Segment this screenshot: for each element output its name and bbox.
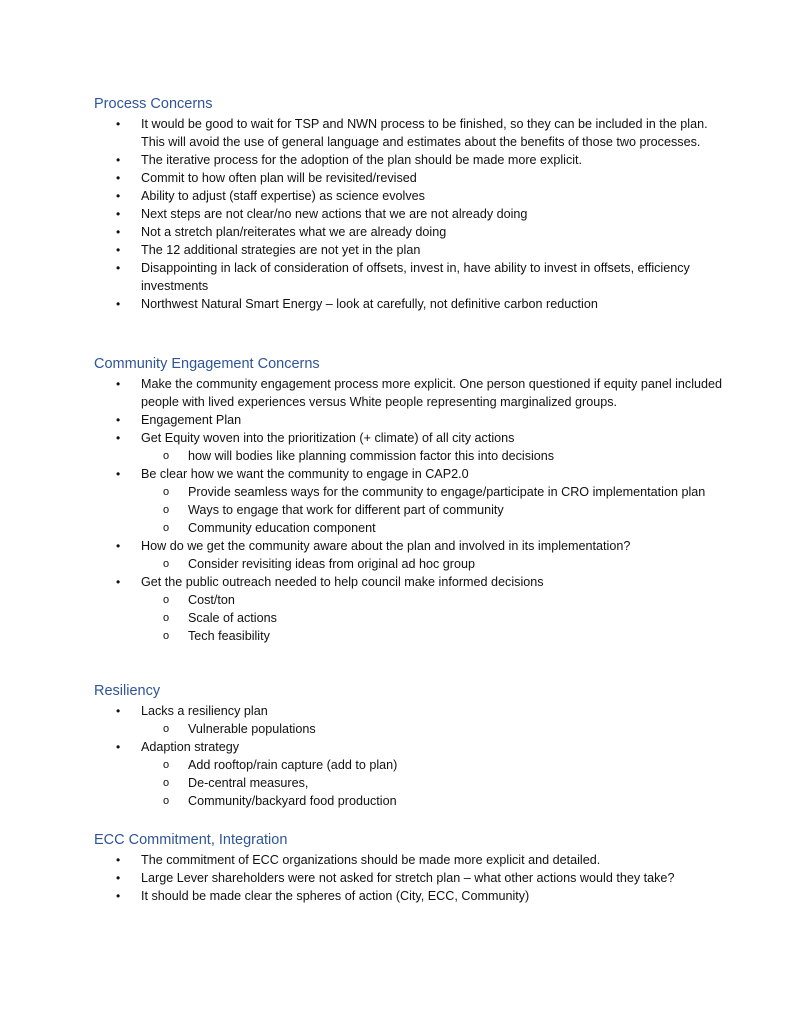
section-heading: Community Engagement Concerns [94, 356, 320, 372]
list-item-text: Next steps are not clear/no new actions that we are not already doing [141, 207, 528, 221]
circle-bullet-icon: o [163, 486, 170, 498]
section-process-concerns [94, 95, 734, 313]
sub-list-item-text: Community education component [188, 521, 376, 535]
bullet-icon: • [116, 243, 121, 257]
list-item [94, 869, 734, 887]
sub-list-item-text: Cost/ton [188, 593, 235, 607]
sub-list-item-text: Ways to engage that work for different part of community [188, 503, 504, 517]
list-item [94, 573, 734, 645]
sub-bullet-list [141, 756, 734, 810]
sub-list-item [141, 501, 734, 519]
circle-bullet-icon: o [163, 558, 170, 570]
section-ecc-commitment-integration [94, 831, 734, 905]
list-item [94, 295, 734, 313]
bullet-list [94, 375, 734, 645]
sub-list-item-text: Consider revisiting ideas from original ad hoc group [188, 557, 476, 571]
circle-bullet-icon: o [163, 630, 170, 642]
list-item-text: Make the community engagement process more explicit. One person questioned if equity panel included people with lived experiences versus White people representing marginalized groups. [141, 377, 723, 409]
sub-list-item [141, 609, 734, 627]
bullet-icon: • [116, 853, 121, 867]
circle-bullet-icon: o [163, 522, 170, 534]
section-heading: Resiliency [94, 683, 161, 699]
list-item-text: How do we get the community aware about the plan and involved in its implementation? [141, 539, 631, 553]
bullet-icon: • [116, 225, 121, 239]
bullet-icon: • [116, 117, 121, 131]
circle-bullet-icon: o [163, 723, 170, 735]
bullet-icon: • [116, 467, 121, 481]
sub-list-item-text: how will bodies like planning commission factor this into decisions [188, 449, 555, 463]
sub-list-item [141, 627, 734, 645]
sub-list-item [141, 774, 734, 792]
sub-list-item [141, 519, 734, 537]
list-item [94, 187, 734, 205]
circle-bullet-icon: o [163, 777, 170, 789]
list-item-text: Large Lever shareholders were not asked for stretch plan – what other actions would they take? [141, 871, 675, 885]
sub-list-item [141, 756, 734, 774]
list-item-text: Be clear how we want the community to engage in CAP2.0 [141, 467, 469, 481]
section-resiliency [94, 682, 734, 810]
sub-list-item-text: Provide seamless ways for the community to engage/participate in CRO implementation plan [188, 485, 706, 499]
list-item-text: Ability to adjust (staff expertise) as science evolves [141, 189, 425, 203]
sub-list-item [141, 447, 734, 465]
list-item [94, 429, 734, 465]
list-item [94, 465, 734, 537]
sub-list-item-text: Scale of actions [188, 611, 277, 625]
list-item [94, 151, 734, 169]
list-item-text: It would be good to wait for TSP and NWN process to be finished, so they can be included in the plan. This will avoid the use of general language and estimates about the benefits of those two processes. [141, 117, 708, 149]
section-heading: Process Concerns [94, 96, 213, 112]
circle-bullet-icon: o [163, 759, 170, 771]
sub-bullet-list [141, 447, 734, 465]
list-item [94, 169, 734, 187]
circle-bullet-icon: o [163, 594, 170, 606]
list-item-text: Commit to how often plan will be revisited/revised [141, 171, 417, 185]
list-item [94, 887, 734, 905]
sub-bullet-list [141, 555, 734, 573]
list-item-text: The commitment of ECC organizations should be made more explicit and detailed. [141, 853, 601, 867]
sub-list-item [141, 792, 734, 810]
section-heading: ECC Commitment, Integration [94, 832, 288, 848]
list-item [94, 738, 734, 810]
sub-list-item-text: Vulnerable populations [188, 722, 316, 736]
bullet-icon: • [116, 431, 121, 445]
bullet-icon: • [116, 871, 121, 885]
sub-bullet-list [141, 720, 734, 738]
sub-bullet-list [141, 483, 734, 537]
bullet-icon: • [116, 261, 121, 275]
list-item [94, 537, 734, 573]
sub-list-item-text: De-central measures, [188, 776, 309, 790]
list-item [94, 205, 734, 223]
bullet-list [94, 851, 734, 905]
sub-list-item [141, 720, 734, 738]
list-item-text: Engagement Plan [141, 413, 242, 427]
sub-list-item-text: Add rooftop/rain capture (add to plan) [188, 758, 398, 772]
circle-bullet-icon: o [163, 795, 170, 807]
list-item [94, 115, 734, 151]
bullet-list [94, 702, 734, 810]
list-item-text: Adaption strategy [141, 740, 240, 754]
list-item-text: The 12 additional strategies are not yet in the plan [141, 243, 421, 257]
list-item [94, 241, 734, 259]
list-item [94, 702, 734, 738]
section-community-engagement-concerns [94, 355, 734, 645]
circle-bullet-icon: o [163, 450, 170, 462]
sub-bullet-list [141, 591, 734, 645]
list-item-text: Get Equity woven into the prioritization (+ climate) of all city actions [141, 431, 515, 445]
bullet-icon: • [116, 539, 121, 553]
list-item [94, 375, 734, 411]
bullet-list [94, 115, 734, 313]
bullet-icon: • [116, 413, 121, 427]
bullet-icon: • [116, 153, 121, 167]
list-item [94, 411, 734, 429]
circle-bullet-icon: o [163, 504, 170, 516]
bullet-icon: • [116, 189, 121, 203]
bullet-icon: • [116, 207, 121, 221]
list-item [94, 259, 734, 295]
sub-list-item-text: Community/backyard food production [188, 794, 397, 808]
list-item-text: The iterative process for the adoption of the plan should be made more explicit. [141, 153, 583, 167]
list-item-text: Lacks a resiliency plan [141, 704, 268, 718]
bullet-icon: • [116, 171, 121, 185]
bullet-icon: • [116, 704, 121, 718]
bullet-icon: • [116, 297, 121, 311]
list-item [94, 223, 734, 241]
list-item-text: Disappointing in lack of consideration of offsets, invest in, have ability to invest in offsets, efficiency investments [141, 261, 690, 293]
sub-list-item [141, 591, 734, 609]
bullet-icon: • [116, 575, 121, 589]
list-item-text: It should be made clear the spheres of action (City, ECC, Community) [141, 889, 530, 903]
bullet-icon: • [116, 889, 121, 903]
list-item [94, 851, 734, 869]
list-item-text: Northwest Natural Smart Energy – look at carefully, not definitive carbon reduction [141, 297, 598, 311]
bullet-icon: • [116, 377, 121, 391]
sub-list-item [141, 483, 734, 501]
sub-list-item-text: Tech feasibility [188, 629, 270, 643]
circle-bullet-icon: o [163, 612, 170, 624]
bullet-icon: • [116, 740, 121, 754]
sub-list-item [141, 555, 734, 573]
list-item-text: Get the public outreach needed to help council make informed decisions [141, 575, 544, 589]
list-item-text: Not a stretch plan/reiterates what we are already doing [141, 225, 447, 239]
